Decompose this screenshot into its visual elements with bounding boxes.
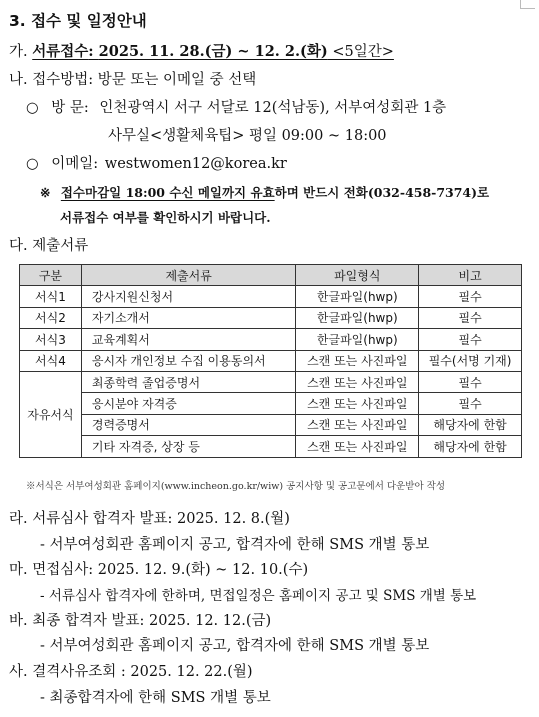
row-document: 최종학력 졸업증명서: [81, 371, 296, 392]
header-category: 구분: [20, 265, 82, 286]
row-remark: 필수(서명 기재): [419, 350, 522, 371]
item-ba-detail: - 서부여성회관 홈페이지 공고, 합격자에 한해 SMS 개별 통보: [40, 638, 430, 654]
item-ga-prefix: 가.: [9, 44, 33, 60]
item-ba-heading: 바. 최종 합격자 발표: 2025. 12. 12.(금): [9, 613, 272, 629]
table-row: [20, 329, 522, 350]
row-category: 서식1: [20, 286, 82, 307]
row-category-free: 자유서식: [20, 371, 82, 457]
notice-mark: ※: [40, 185, 51, 200]
row-document: 경력증명서: [81, 414, 296, 435]
page-corner-mark: [520, 0, 535, 9]
row-remark: 필수: [419, 329, 522, 350]
row-format: 스캔 또는 사진파일: [296, 350, 419, 371]
item-na: 나. 접수방법: 방문 또는 이메일 중 선택: [9, 72, 257, 88]
table-header-row: [20, 265, 522, 286]
row-document: 교육계획서: [81, 329, 296, 350]
row-format: 스캔 또는 사진파일: [296, 414, 419, 435]
table-row: [20, 414, 522, 435]
table-row: [20, 371, 522, 392]
table-footnote: ※서식은 서부여성회관 홈페이지(www.incheon.go.kr/wiw) 공지사항 및 공고문에서 다운받아 작성: [26, 481, 446, 492]
item-ma-heading: 마. 면접심사: 2025. 12. 9.(화) ~ 12. 10.(수): [9, 562, 309, 578]
row-document: 응시분야 자격증: [81, 393, 296, 414]
header-remark: 비고: [419, 265, 522, 286]
row-remark: 해당자에 한함: [419, 436, 522, 457]
row-format: 한글파일(hwp): [296, 286, 419, 307]
visit-address-line2: 사무실<생활체육팁> 평일 09:00 ~ 18:00: [108, 128, 387, 144]
row-category: 서식3: [20, 329, 82, 350]
visit-address: 인천광역시 서구 서달로 12(석남동), 서부여성회관 1층: [99, 100, 447, 116]
item-ga-duration: <5일간>: [327, 44, 394, 60]
email-line: [26, 152, 287, 173]
item-ga-colon: :: [88, 43, 99, 60]
item-ma-detail: - 서류심사 합격자에 한하며, 면접일정은 홈페이지 공고 및 SMS 개별 통보: [40, 588, 477, 604]
row-format: 스캔 또는 사진파일: [296, 393, 419, 414]
documents-table: [19, 264, 522, 458]
email-value: westwomen12@korea.kr: [104, 156, 287, 172]
table-row: [20, 307, 522, 328]
notice-line2: 서류접수 여부를 확인하시기 바랍니다.: [60, 210, 271, 225]
header-document: 제출서류: [81, 265, 296, 286]
table-row: [20, 436, 522, 457]
table-row: [20, 286, 522, 307]
row-category: 서식4: [20, 350, 82, 371]
row-format: 한글파일(hwp): [296, 307, 419, 328]
row-document: 강사지원신청서: [81, 286, 296, 307]
row-remark: 필수: [419, 371, 522, 392]
visit-line: [26, 96, 446, 117]
item-ra-heading: 라. 서류심사 합격자 발표: 2025. 12. 8.(월): [9, 511, 290, 527]
item-ga: [9, 40, 394, 61]
notice-underlined: 접수마감일 18:00 수신 메일까지 유효: [60, 185, 275, 200]
item-ga-date: 2025. 11. 28.(금) ~ 12. 2.(화): [98, 43, 328, 60]
visit-bullet: ○: [26, 100, 39, 116]
notice-rest: 하며 반드시 전화(032-458-7374)로: [274, 185, 490, 200]
section-title: 3. 접수 및 일정안내: [9, 12, 147, 30]
row-remark: 필수: [419, 286, 522, 307]
row-document: 응시자 개인정보 수집 이용동의서: [81, 350, 296, 371]
item-ga-label: 서류접수: [32, 43, 89, 60]
header-format: 파일형식: [296, 265, 419, 286]
row-remark: 필수: [419, 307, 522, 328]
item-sa-heading: 사. 결격사유조회 : 2025. 12. 22.(월): [9, 664, 253, 680]
item-sa-detail: - 최종합격자에 한해 SMS 개별 통보: [40, 690, 271, 706]
item-da: 다. 제출서류: [9, 238, 89, 254]
email-label: 이메일:: [51, 156, 99, 172]
row-remark: 해당자에 한함: [419, 414, 522, 435]
row-format: 스캔 또는 사진파일: [296, 436, 419, 457]
row-remark: 필수: [419, 393, 522, 414]
item-ra-detail: - 서부여성회관 홈페이지 공고, 합격자에 한해 SMS 개별 통보: [40, 537, 430, 553]
table-row: [20, 350, 522, 371]
notice-line1: [40, 183, 489, 201]
table-row: [20, 393, 522, 414]
row-document: 자기소개서: [81, 307, 296, 328]
email-bullet: ○: [26, 156, 39, 172]
row-document: 기타 자격증, 상장 등: [81, 436, 296, 457]
row-category: 서식2: [20, 307, 82, 328]
visit-label: 방 문:: [51, 100, 89, 116]
row-format: 한글파일(hwp): [296, 329, 419, 350]
row-format: 스캔 또는 사진파일: [296, 371, 419, 392]
